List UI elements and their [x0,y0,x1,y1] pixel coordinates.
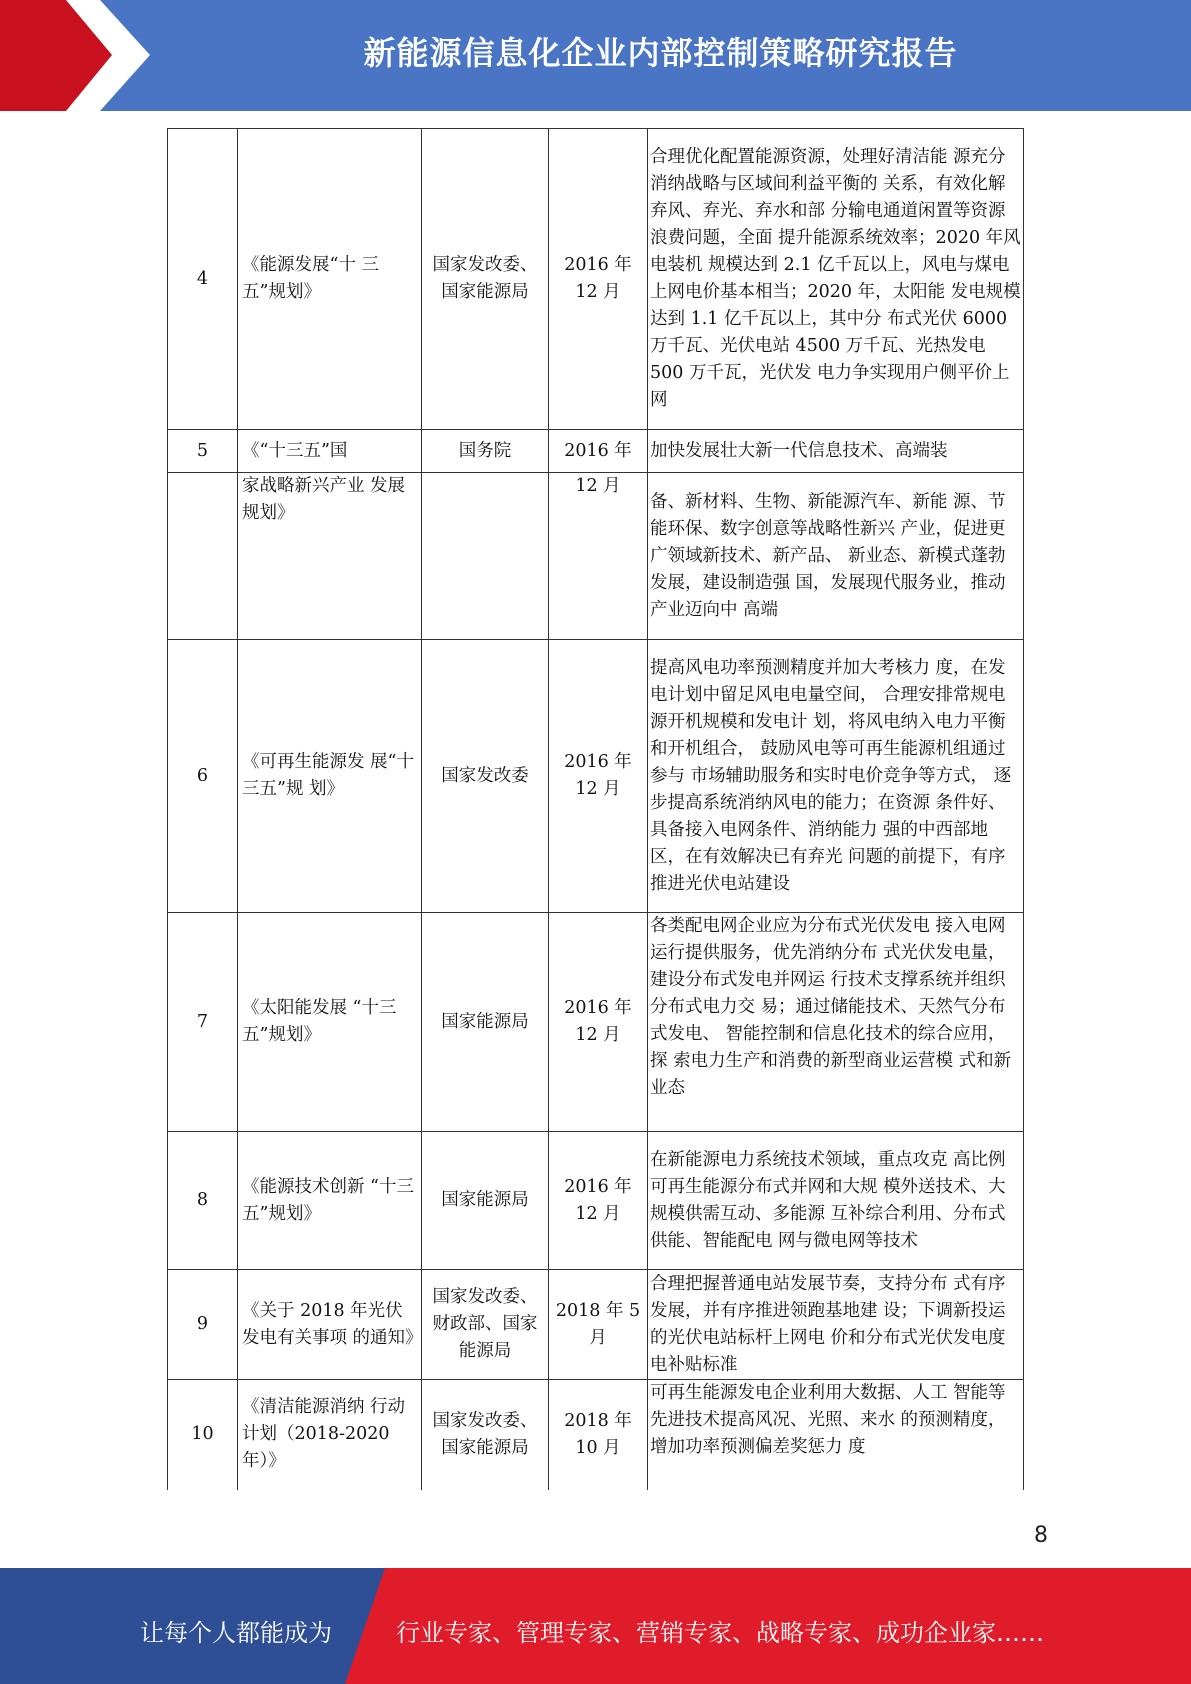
issue-date: 12 月 [549,473,648,640]
row-number: 4 [168,129,238,430]
table-row [168,640,1024,913]
table-row [168,1380,1024,1490]
table-row [168,129,1024,430]
policy-content: 提高风电功率预测精度并加大考核力 度，在发电计划中留足风电电量空间， 合理安排常规电源开机规模和发电计 划，将风电纳入电力平衡和开机组合， 鼓励风电等可再生能源机组通过参与 市场辅助服务和实时电价竞争等方式， 逐步提高系统消纳风电的能力；在资源 条件好、具备接入电网条件、消纳能力 强的中西部地区，在有效解决已有弃光 问题的前提下，有序推进光伏电站建设 [648,640,1024,913]
issue-date: 2016 年 12 月 [549,1132,648,1270]
policy-name: 《关于 2018 年光伏发电有关事项 的通知》 [238,1270,422,1380]
issue-date: 2016 年 12 月 [549,129,648,430]
table-row [168,430,1024,473]
policy-name: 《太阳能发展 “十三五”规划》 [238,913,422,1132]
row-number: 7 [168,913,238,1132]
issuing-department: 国家能源局 [422,1132,549,1270]
issue-date: 2018 年 10 月 [549,1380,648,1490]
policy-content: 可再生能源发电企业利用大数据、人工 智能等先进技术提高风况、光照、来水 的预测精度，增加功率预测偏差奖惩力 度 [648,1380,1024,1490]
issuing-department: 国务院 [422,430,549,473]
policy-name: 《“十三五”国 [238,430,422,473]
row-number: 8 [168,1132,238,1270]
row-number [168,473,238,640]
table-row [168,1132,1024,1270]
policy-content: 备、新材料、生物、新能源汽车、新能 源、节能环保、数字创意等战略性新兴 产业，促进更广领域新技术、新产品、 新业态、新模式蓬勃发展，建设制造强 国，发展现代服务业，推动产业迈向中 高端 [648,473,1024,640]
table-row [168,473,1024,640]
issue-date: 2016 年 12 月 [549,640,648,913]
issuing-department [422,473,549,640]
policy-name: 《能源发展“十 三五”规划》 [238,129,422,430]
page-header [0,0,1191,111]
issuing-department: 国家能源局 [422,913,549,1132]
issue-date: 2016 年 12 月 [549,913,648,1132]
table-row [168,913,1024,1132]
row-number: 6 [168,640,238,913]
issuing-department: 国家发改委、财政部、国家能源局 [422,1270,549,1380]
issuing-department: 国家发改委、国家能源局 [422,1380,549,1490]
table-row [168,1270,1024,1380]
policy-content: 在新能源电力系统技术领域，重点攻克 高比例可再生能源分布式并网和大规 模外送技术、大规模供需互动、多能源 互补综合利用、分布式供能、智能配电 网与微电网等技术 [648,1132,1024,1270]
policy-name: 《清洁能源消纳 行动计划（2018-2020年）》 [238,1380,422,1490]
report-title: 新能源信息化企业内部控制策略研究报告 [363,34,958,72]
issue-date: 2016 年 [549,430,648,473]
policy-content: 加快发展壮大新一代信息技术、高端装 [648,430,1024,473]
policy-content: 合理把握普通电站发展节奏，支持分布 式有序发展，并有序推进领跑基地建 设；下调新投运的光伏电站标杆上网电 价和分布式光伏发电度电补贴标准 [648,1270,1024,1380]
issuing-department: 国家发改委、国家能源局 [422,129,549,430]
policy-content: 合理优化配置能源资源，处理好清洁能 源充分消纳战略与区域间利益平衡的 关系，有效化解弃风、弃光、弃水和部 分输电通道闲置等资源浪费问题，全面 提升能源系统效率；2020 年风电装机 规模达到 2.1 亿千瓦以上，风电与煤电 上网电价基本相当；2020 年，太阳能 发电规模达到 1.1 亿千瓦以上，其中分 布式光伏 6000 万千瓦、光伏电站 4500 万千瓦、光热发电 500 万千瓦，光伏发 电力争实现用户侧平价上网 [648,129,1024,430]
policy-name: 《能源技术创新 “十三五”规划》 [238,1132,422,1270]
footer-slogan-left: 让每个人都能成为 [140,1619,332,1647]
issuing-department: 国家发改委 [422,640,549,913]
policy-table [167,128,1024,1490]
row-number: 5 [168,430,238,473]
footer-slogan-right: 行业专家、管理专家、营销专家、战略专家、成功企业家…… [396,1619,1044,1647]
page-footer [0,1568,1191,1684]
page-number: 8 [1034,1523,1048,1548]
row-number: 9 [168,1270,238,1380]
policy-name: 家战略新兴产业 发展规划》 [238,473,422,640]
issue-date: 2018 年 5 月 [549,1270,648,1380]
policy-content: 各类配电网企业应为分布式光伏发电 接入电网运行提供服务，优先消纳分布 式光伏发电量，建设分布式发电并网运 行技术支撑系统并组织分布式电力交 易；通过储能技术、天然气分布式发电、 智能控制和信息化技术的综合应用，探 索电力生产和消费的新型商业运营模 式和新业态 [648,913,1024,1132]
policy-name: 《可再生能源发 展“十三五”规 划》 [238,640,422,913]
row-number: 10 [168,1380,238,1490]
